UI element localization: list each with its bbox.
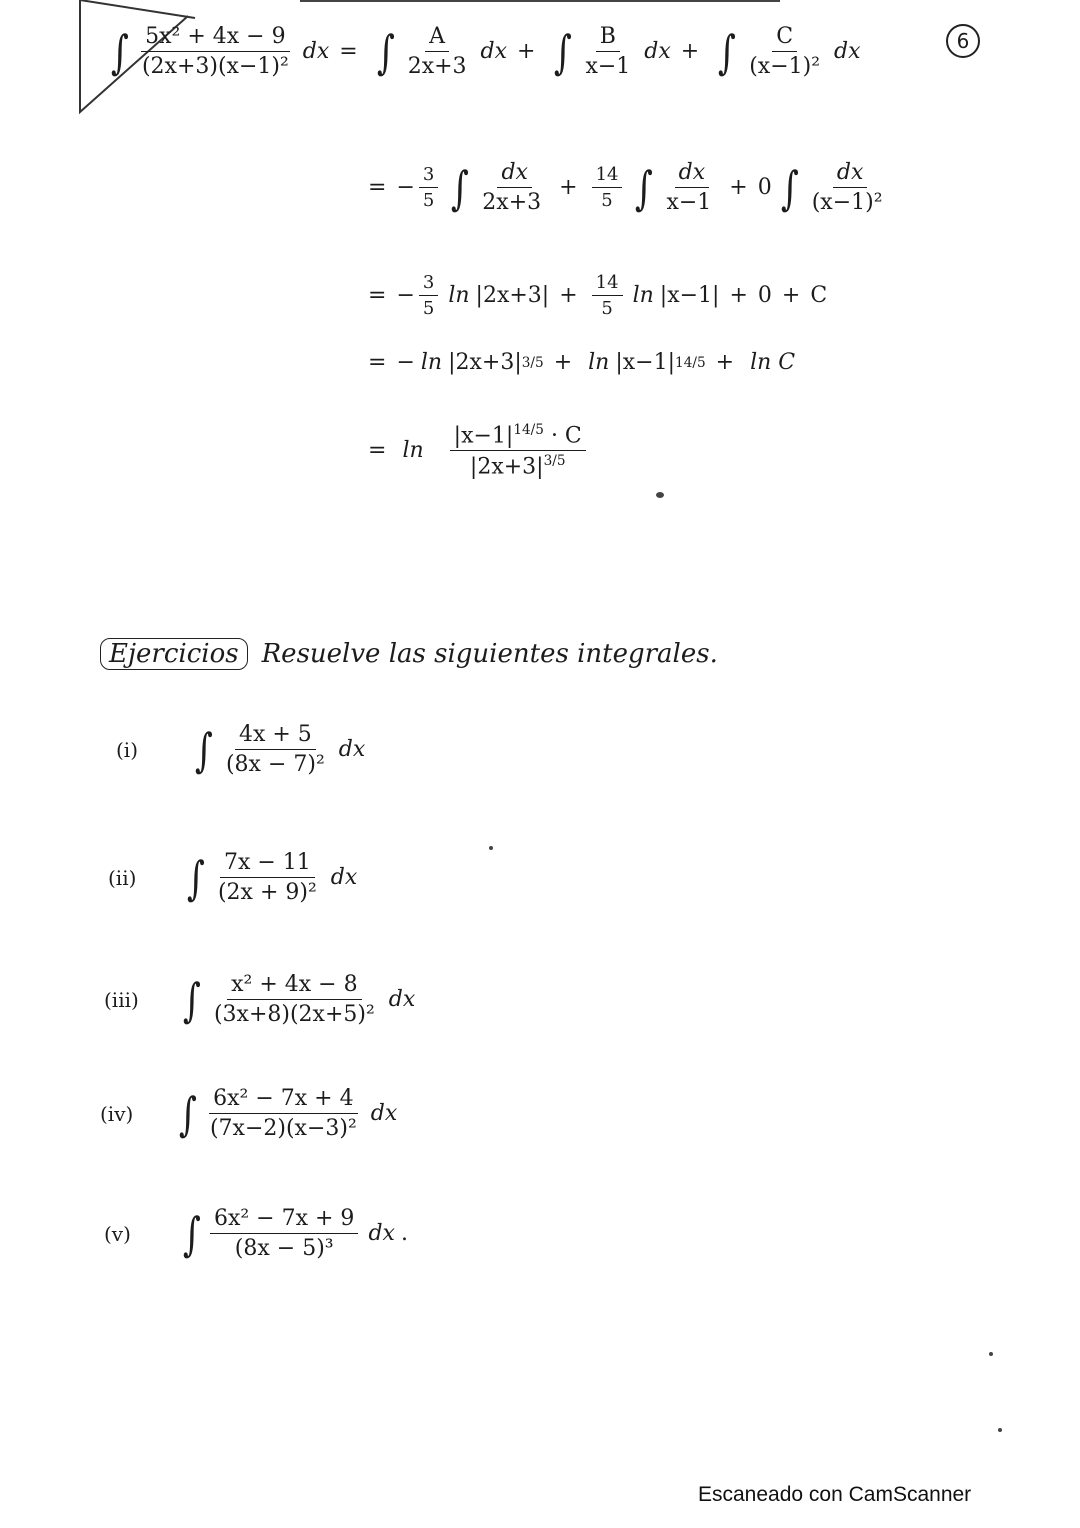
integral-sign: ∫: [186, 850, 205, 905]
integral-sign: ∫: [182, 972, 201, 1027]
solution-line-3: = − $\frac{3}{5}$ ln |2x+3| + $\frac{14}{5}$ ln |x−1| + 0 + C: [368, 272, 828, 319]
exercises-heading: [100, 638, 718, 670]
ink-speck: [489, 846, 493, 850]
page-number: 6: [946, 24, 980, 58]
exercise-item: (i) ∫ $\frac{4x + 5}{\text{(8x − 7)²}}$ dx: [116, 722, 366, 777]
exercise-item: (v) ∫ $\frac{\text{6x² − 7x + 9}}{\text{(8x − 5)³}}$ dx .: [104, 1206, 408, 1261]
integral-sign: ∫: [451, 160, 470, 215]
integral-sign: ∫: [635, 160, 654, 215]
integral-sign: ∫: [718, 24, 737, 79]
final-result-fraction: $\frac{|x-1|^{14/5} \cdot C}{|2x+3|^{3/5}}$: [450, 422, 586, 480]
exercises-label: Ejercicios: [100, 638, 248, 670]
exercise-item: (iv) ∫ $\frac{\text{6x² − 7x + 4}}{\text{(7x−2)(x−3)²}}$ dx: [100, 1086, 398, 1141]
integral-sign: ∫: [110, 24, 129, 79]
integral-term-2: $\frac{dx}{x-1}$: [666, 160, 712, 215]
integral-sign: ∫: [182, 1206, 201, 1261]
integral-sign: ∫: [178, 1086, 197, 1141]
ink-speck: [998, 1428, 1002, 1432]
solution-line-5: = ln $\frac{|x-1|^{14/5} \cdot C}{|2x+3|^{3/5}}$: [368, 422, 590, 480]
coefficient-b: $\frac{14}{5}$: [592, 272, 623, 319]
integral-term-1: $\frac{dx}{2x+3}$: [482, 160, 542, 215]
solution-line-4: = − ln |2x+3| 3/5 + ln |x−1| 14/5 + ln C: [368, 350, 796, 375]
exercises-instruction: Resuelve las siguientes integrales.: [261, 639, 718, 669]
coefficient-a: $\frac{3}{5}$: [419, 164, 438, 211]
integral-sign: ∫: [780, 160, 799, 215]
exercise-item: (ii) ∫ $\frac{7x - 11}{\text{(2x + 9)²}}$ dx: [108, 850, 358, 905]
partial-fraction-b: $\frac{B}{x-1}$: [585, 24, 631, 79]
ink-speck: [989, 1352, 993, 1356]
ink-speck: [656, 492, 664, 498]
exercise-item: (iii) ∫ $\frac{\text{x² + 4x − 8}}{\text{(3x+8)(2x+5)²}}$ dx: [104, 972, 416, 1027]
coefficient-a: $\frac{3}{5}$: [419, 272, 438, 319]
solution-line-1: ∫ $\frac{\text{5x² + 4x − 9}}{\text{(2x+3)(x−1)²}}$ dx = ∫ $\frac{A}{2x+3}$ dx + ∫ $\frac{B}{x-1}$ dx + ∫ $\frac{C}{\text{(x−1)²}}$ dx: [110, 24, 861, 79]
integral-sign: ∫: [194, 722, 213, 777]
solution-line-2: = − $\frac{3}{5}$ ∫ $\frac{dx}{2x+3}$ + $\frac{14}{5}$ ∫ $\frac{dx}{x-1}$ + 0 ∫ $\frac{dx}{\text{(x−1)²}}$: [368, 160, 891, 215]
partial-fraction-a: $\frac{A}{2x+3}$: [407, 24, 467, 79]
partial-fraction-c: $\frac{C}{\text{(x−1)²}}$: [749, 24, 821, 79]
integral-sign: ∫: [376, 24, 395, 79]
top-edge-line: [300, 0, 780, 2]
integrand-fraction: $\frac{\text{5x² + 4x − 9}}{\text{(2x+3)(x−1)²}}$: [141, 24, 289, 79]
integral-term-3: $\frac{dx}{\text{(x−1)²}}$: [811, 160, 883, 215]
integral-sign: ∫: [554, 24, 573, 79]
scanner-watermark: Escaneado con CamScanner: [698, 1483, 972, 1506]
coefficient-b: $\frac{14}{5}$: [592, 164, 623, 211]
